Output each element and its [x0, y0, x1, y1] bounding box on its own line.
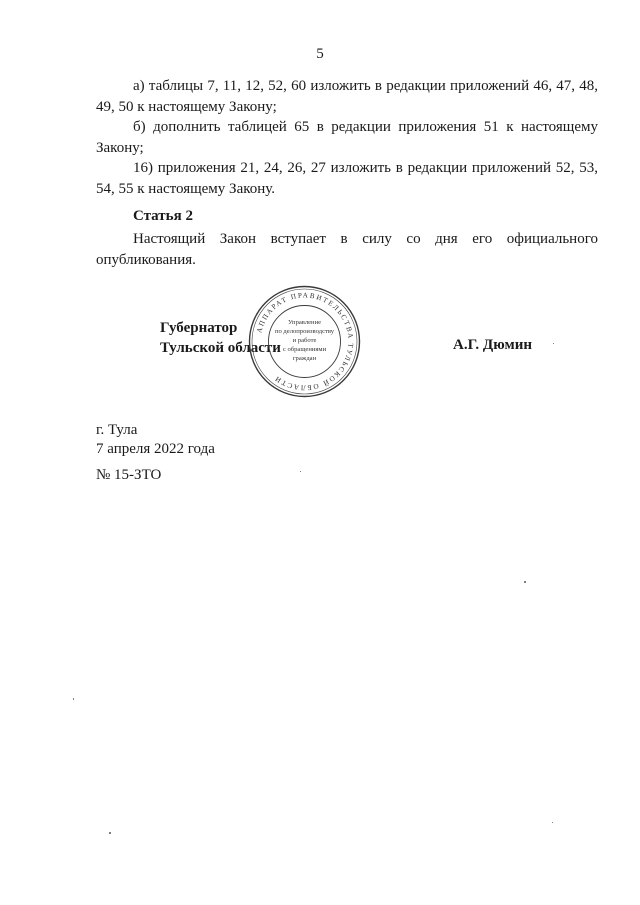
- scan-speck: [553, 343, 554, 344]
- seal-center-line-3: и работе: [292, 337, 317, 344]
- signature-title-line2: Тульской области: [160, 340, 281, 356]
- document-number: № 15-ЗТО: [96, 467, 162, 483]
- place-city: г. Тула: [96, 422, 138, 438]
- paragraph-item-16: 16) приложения 21, 24, 26, 27 изложить в редакции приложений 52, 53, 54, 55 к настоящему Закону.: [96, 160, 598, 197]
- signature-name: А.Г. Дюмин: [453, 337, 533, 353]
- seal-ring-text: АППАРАТ ПРАВИТЕЛЬСТВА ТУЛЬСКОЙ ОБЛАСТИ: [255, 291, 355, 392]
- page-number: 5: [316, 46, 324, 62]
- scan-speck: [73, 698, 74, 700]
- scan-speck: [300, 471, 301, 472]
- scan-speck: [109, 832, 111, 834]
- article-2-text: Настоящий Закон вступает в силу со дня его официального опубликования.: [96, 231, 598, 268]
- seal-center-line-4: с обращениями: [282, 346, 327, 353]
- seal-center-line-2: по делопроизводству: [274, 328, 335, 335]
- signature-title-line1: Губернатор: [160, 320, 238, 336]
- official-seal: [247, 284, 362, 399]
- seal-center-line-5: граждан: [292, 355, 317, 362]
- article-2-heading: Статья 2: [133, 208, 193, 224]
- paragraph-b: б) дополнить таблицей 65 в редакции приложения 51 к настоящему Закону;: [96, 119, 598, 156]
- place-date: 7 апреля 2022 года: [96, 441, 215, 457]
- scan-speck: [524, 581, 526, 583]
- scan-speck: [552, 822, 553, 823]
- place-and-date: [96, 421, 215, 459]
- paragraph-a: а) таблицы 7, 11, 12, 52, 60 изложить в редакции приложений 46, 47, 48, 49, 50 к настоящему Закону;: [96, 78, 598, 115]
- seal-center-line-1: Управление: [287, 319, 322, 326]
